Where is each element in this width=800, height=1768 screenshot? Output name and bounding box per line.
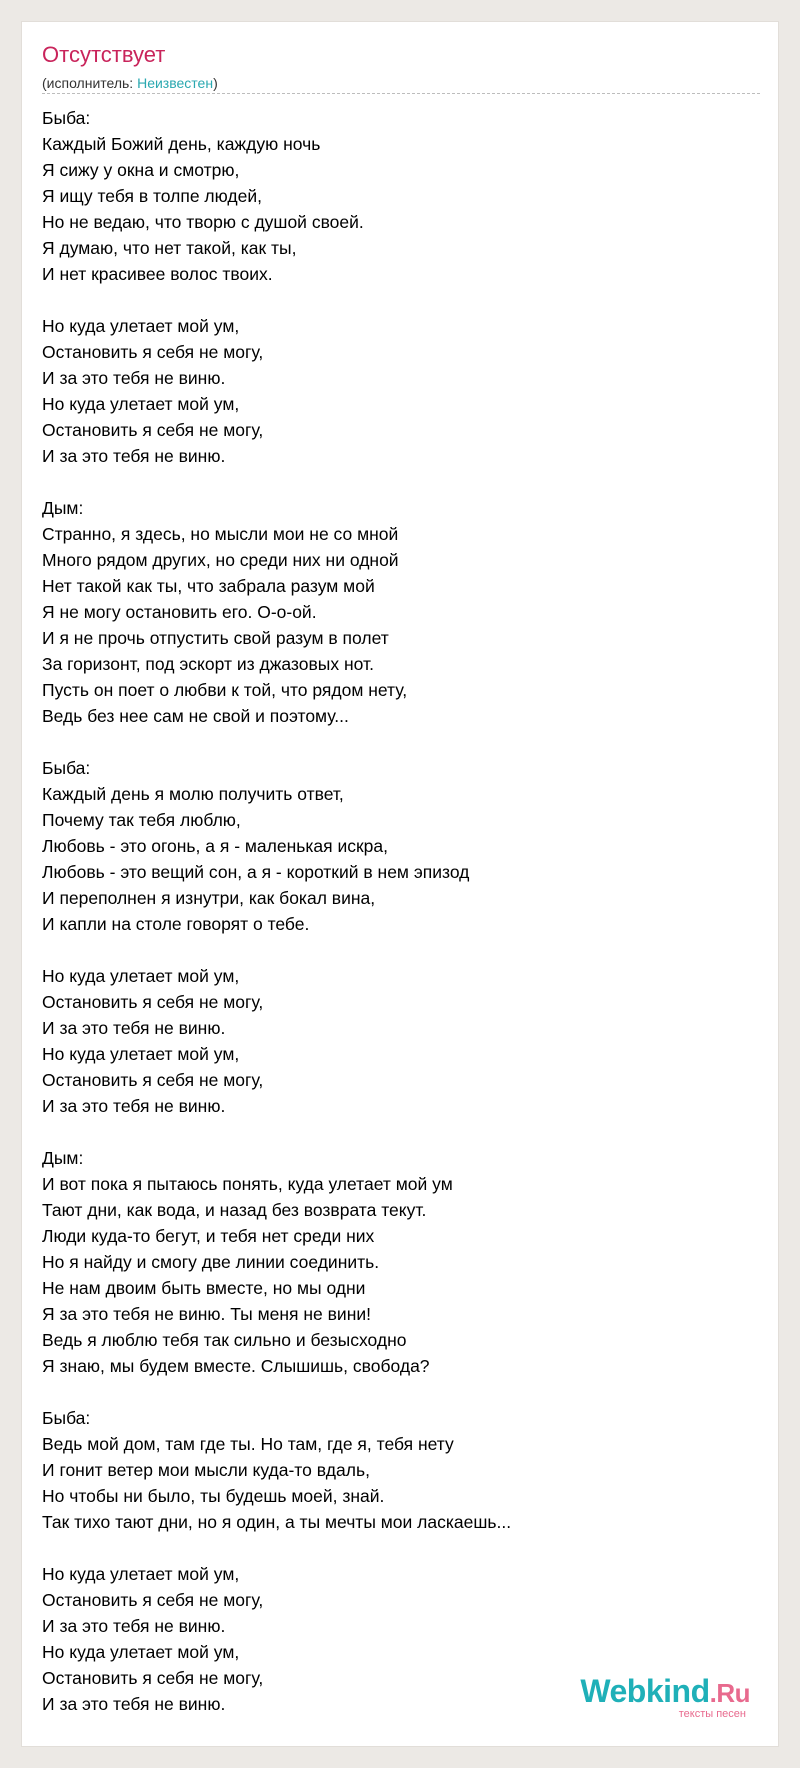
- lyric-line: И нет красивее волос твоих.: [42, 264, 273, 284]
- lyric-line: Много рядом других, но среди них ни одной: [42, 550, 399, 570]
- lyric-line: Быба:: [42, 758, 91, 778]
- lyric-line: Но куда улетает мой ум,: [42, 394, 240, 414]
- lyric-line: Ведь я люблю тебя так сильно и безысходно: [42, 1330, 407, 1350]
- lyric-line: Остановить я себя не могу,: [42, 1590, 264, 1610]
- lyric-line: И капли на столе говорят о тебе.: [42, 914, 310, 934]
- lyric-line: Но не ведаю, что творю с душой своей.: [42, 212, 364, 232]
- lyric-line: За горизонт, под эскорт из джазовых нот.: [42, 654, 374, 674]
- lyric-line: Остановить я себя не могу,: [42, 1070, 264, 1090]
- logo-tld-text: .Ru: [709, 1678, 750, 1708]
- stanza-break: [42, 287, 758, 313]
- lyric-line: Остановить я себя не могу,: [42, 420, 264, 440]
- lyric-line: Но чтобы ни было, ты будешь моей, знай.: [42, 1486, 385, 1506]
- lyric-line: И за это тебя не виню.: [42, 1694, 226, 1714]
- lyric-line: И вот пока я пытаюсь понять, куда улетает мой ум: [42, 1174, 453, 1194]
- lyric-line: И переполнен я изнутри, как бокал вина,: [42, 888, 376, 908]
- lyric-line: Ведь без нее сам не свой и поэтому...: [42, 706, 349, 726]
- stanza-break: [42, 1119, 758, 1145]
- lyric-line: Почему так тебя люблю,: [42, 810, 241, 830]
- lyric-line: Люди куда-то бегут, и тебя нет среди них: [42, 1226, 375, 1246]
- lyric-line: Любовь - это вещий сон, а я - короткий в нем эпизод: [42, 862, 470, 882]
- lyric-line: Тают дни, как вода, и назад без возврата текут.: [42, 1200, 427, 1220]
- stanza-break: [42, 1379, 758, 1405]
- stanza-break: [42, 1535, 758, 1561]
- lyric-line: Дым:: [42, 1148, 84, 1168]
- lyric-line: И я не прочь отпустить свой разум в полет: [42, 628, 389, 648]
- site-logo[interactable]: [580, 1674, 750, 1720]
- lyric-line: Я знаю, мы будем вместе. Слышишь, свобода?: [42, 1356, 430, 1376]
- artist-line: [42, 74, 218, 92]
- artist-link[interactable]: Неизвестен: [137, 75, 214, 91]
- lyric-line: Быба:: [42, 1408, 91, 1428]
- lyric-line: И гонит ветер мои мысли куда-то вдаль,: [42, 1460, 370, 1480]
- lyric-line: И за это тебя не виню.: [42, 1616, 226, 1636]
- lyrics-body: [42, 105, 758, 1717]
- stanza-break: [42, 729, 758, 755]
- page-card: [22, 22, 778, 1746]
- lyric-line: Быба:: [42, 108, 91, 128]
- lyric-line: Остановить я себя не могу,: [42, 1668, 264, 1688]
- lyric-line: Каждый Божий день, каждую ночь: [42, 134, 321, 154]
- lyric-line: Я сижу у окна и смотрю,: [42, 160, 240, 180]
- artist-prefix: (исполнитель:: [42, 75, 138, 91]
- logo-main-text: Webkind: [580, 1673, 710, 1709]
- header-divider: [42, 93, 760, 94]
- lyric-line: Любовь - это огонь, а я - маленькая искра,: [42, 836, 388, 856]
- lyric-line: И за это тебя не виню.: [42, 1018, 226, 1038]
- lyric-line: Но куда улетает мой ум,: [42, 316, 240, 336]
- stanza-break: [42, 937, 758, 963]
- lyric-line: Но куда улетает мой ум,: [42, 966, 240, 986]
- lyric-line: Остановить я себя не могу,: [42, 992, 264, 1012]
- stanza-break: [42, 469, 758, 495]
- lyric-line: Я не могу остановить его. О-о-ой.: [42, 602, 317, 622]
- lyric-line: Я ищу тебя в толпе людей,: [42, 186, 262, 206]
- lyric-line: Так тихо тают дни, но я один, а ты мечты мои ласкаешь...: [42, 1512, 512, 1532]
- logo-tagline: тексты песен: [678, 1708, 746, 1720]
- lyric-line: Каждый день я молю получить ответ,: [42, 784, 344, 804]
- lyric-line: И за это тебя не виню.: [42, 368, 226, 388]
- lyric-line: Не нам двоим быть вместе, но мы одни: [42, 1278, 366, 1298]
- lyric-line: Но я найду и смогу две линии соединить.: [42, 1252, 380, 1272]
- lyric-line: Дым:: [42, 498, 84, 518]
- lyric-line: Нет такой как ты, что забрала разум мой: [42, 576, 375, 596]
- lyric-line: Но куда улетает мой ум,: [42, 1642, 240, 1662]
- song-title: Отсутствует: [42, 42, 166, 67]
- lyric-line: Но куда улетает мой ум,: [42, 1564, 240, 1584]
- lyric-line: Ведь мой дом, там где ты. Но там, где я, тебя нету: [42, 1434, 454, 1454]
- lyric-line: Пусть он поет о любви к той, что рядом нету,: [42, 680, 408, 700]
- lyric-line: И за это тебя не виню.: [42, 1096, 226, 1116]
- lyric-line: Но куда улетает мой ум,: [42, 1044, 240, 1064]
- lyric-line: Странно, я здесь, но мысли мои не со мной: [42, 524, 399, 544]
- lyric-line: И за это тебя не виню.: [42, 446, 226, 466]
- artist-suffix: ): [213, 75, 218, 91]
- lyric-line: Я за это тебя не виню. Ты меня не вини!: [42, 1304, 372, 1324]
- lyric-line: Остановить я себя не могу,: [42, 342, 264, 362]
- lyric-line: Я думаю, что нет такой, как ты,: [42, 238, 297, 258]
